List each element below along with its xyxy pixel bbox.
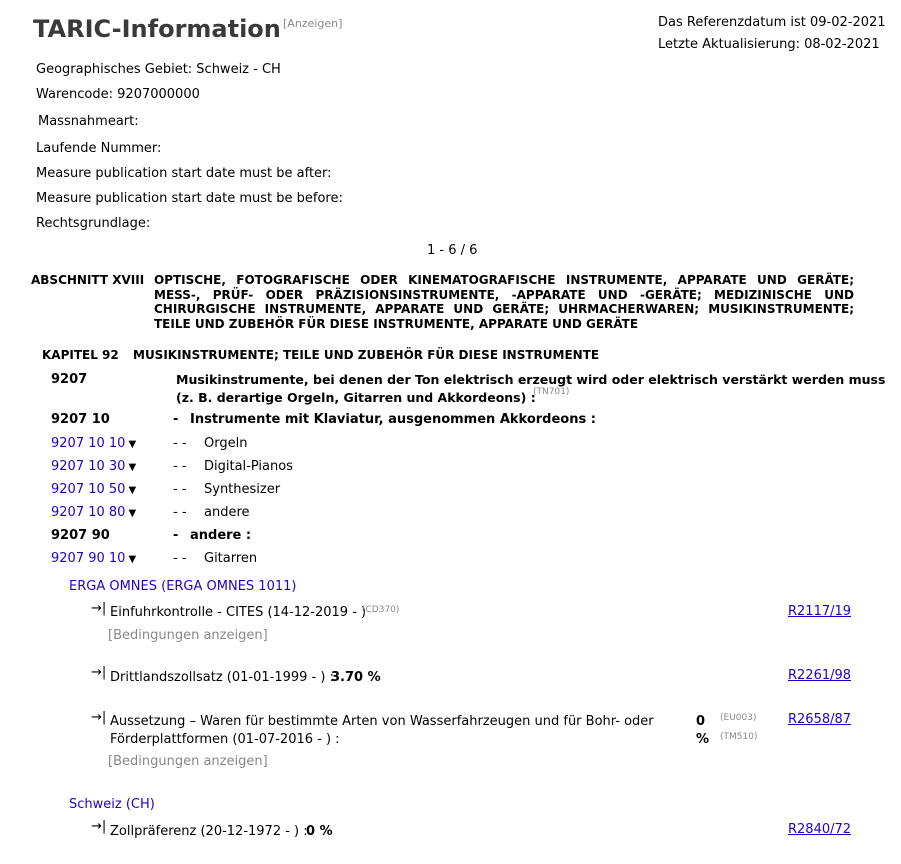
measure-duty-percent: %	[696, 732, 710, 747]
pub-after: Measure publication start date must be after:	[36, 166, 332, 181]
row-text: andere :	[190, 528, 252, 543]
warencode: Warencode: 9207000000	[36, 87, 200, 102]
row-dash: - -	[173, 436, 187, 451]
section-line-4: TEILE UND ZUBEHÖR FÜR DIESE INSTRUMENTE, APPARATE UND GERÄTE	[154, 316, 639, 331]
measure-duty-number: 0	[696, 714, 706, 729]
section-label: ABSCHNITT XVIII	[31, 273, 145, 287]
section-line-2: MESS-, PRÜF- ODER PRÄZISIONSINSTRUMENTE, -APPARATE UND -GERÄTE; MEDIZINISCHE UND	[154, 287, 854, 302]
heading-line-2: (z. B. derartige Orgeln, Gitarren und Akkordeons) :	[176, 390, 536, 405]
reference-date: Das Referenzdatum ist 09-02-2021	[658, 15, 886, 30]
row-text: Instrumente mit Klaviatur, ausgenommen Akkordeons :	[190, 412, 596, 427]
group-erga-omnes[interactable]: ERGA OMNES (ERGA OMNES 1011)	[69, 579, 297, 594]
arrow-icon: →|	[91, 819, 107, 834]
row-text: Gitarren	[204, 551, 258, 566]
measure-duty: 0 %	[306, 824, 333, 839]
heading-code: 9207	[51, 372, 88, 387]
row-dash: -	[173, 528, 179, 543]
show-link[interactable]: [Anzeigen]	[283, 17, 343, 30]
row-dash: - -	[173, 505, 187, 520]
row-code-link[interactable]	[51, 459, 136, 474]
row-code[interactable]: 9207 10 50	[51, 482, 126, 497]
chapter-label: KAPITEL 92	[42, 348, 119, 362]
row-text: Digital-Pianos	[204, 459, 293, 474]
section-line-3: CHIRURGISCHE INSTRUMENTE, APPARATE UND GERÄTE; UHRMACHERWAREN; MUSIKINSTRUMENTE;	[154, 302, 854, 316]
row-code[interactable]: 9207 10 80	[51, 505, 126, 520]
measure-text-line-2: Förderplattformen (01-07-2016 - ) :	[110, 732, 340, 747]
measure-duty: 3.70 %	[331, 670, 381, 685]
triangle-down-icon[interactable]: ▼	[128, 554, 137, 565]
triangle-down-icon[interactable]: ▼	[128, 508, 137, 519]
massnahmeart: Massnahmeart:	[38, 114, 139, 129]
page-title: TARIC-Information	[33, 15, 281, 43]
chapter-text: MUSIKINSTRUMENTE; TEILE UND ZUBEHÖR FÜR DIESE INSTRUMENTE	[133, 348, 600, 362]
heading-line-1: Musikinstrumente, bei denen der Ton elektrisch erzeugt wird oder elektrisch verstärkt werden muss	[176, 372, 886, 387]
row-code[interactable]: 9207 10 10	[51, 436, 126, 451]
measure-footnote[interactable]: (TM510)	[720, 732, 758, 742]
last-update: Letzte Aktualisierung: 08-02-2021	[658, 37, 880, 52]
triangle-down-icon[interactable]: ▼	[128, 462, 137, 473]
measure-text: Zollpräferenz (20-12-1972 - ) :	[110, 824, 308, 839]
conditions-link[interactable]: [Bedingungen anzeigen]	[108, 628, 268, 643]
row-text: Orgeln	[204, 436, 248, 451]
arrow-icon: →|	[91, 601, 107, 616]
geo-area: Geographisches Gebiet: Schweiz - CH	[36, 62, 281, 77]
row-dash: - -	[173, 459, 187, 474]
triangle-down-icon[interactable]: ▼	[128, 485, 137, 496]
heading-footnote[interactable]: (TN701)	[533, 387, 570, 397]
regulation-link[interactable]: R2117/19	[788, 604, 852, 619]
row-text: Synthesizer	[204, 482, 281, 497]
regulation-link[interactable]: R2658/87	[788, 712, 852, 727]
rechtsgrundlage: Rechtsgrundlage:	[36, 216, 151, 231]
row-code: 9207 90	[51, 528, 110, 543]
conditions-link[interactable]: [Bedingungen anzeigen]	[108, 754, 268, 769]
measure-footnote[interactable]: (EU003)	[720, 713, 757, 723]
section-line-1: OPTISCHE, FOTOGRAFISCHE ODER KINEMATOGRAFISCHE INSTRUMENTE, APPARATE UND GERÄTE;	[154, 273, 854, 287]
row-code-link[interactable]	[51, 505, 136, 520]
row-dash: -	[173, 412, 179, 427]
row-text: andere	[204, 505, 250, 520]
pagination: 1 - 6 / 6	[427, 243, 478, 258]
row-code[interactable]: 9207 10 30	[51, 459, 126, 474]
row-dash: - -	[173, 551, 187, 566]
measure-footnote[interactable]: (CD370)	[362, 605, 400, 615]
row-code: 9207 10	[51, 412, 110, 427]
measure-text: Drittlandszollsatz (01-01-1999 - ) :	[110, 670, 334, 685]
row-code[interactable]: 9207 90 10	[51, 551, 126, 566]
regulation-link[interactable]: R2840/72	[788, 822, 852, 837]
regulation-link[interactable]: R2261/98	[788, 668, 852, 683]
triangle-down-icon[interactable]: ▼	[128, 439, 137, 450]
group-schweiz[interactable]: Schweiz (CH)	[69, 797, 155, 812]
row-code-link[interactable]	[51, 551, 136, 566]
section-text	[154, 273, 854, 331]
pub-before: Measure publication start date must be before:	[36, 191, 343, 206]
laufende-nummer: Laufende Nummer:	[36, 141, 162, 156]
measure-text-line-1: Aussetzung – Waren für bestimmte Arten von Wasserfahrzeugen und für Bohr- oder	[110, 714, 654, 729]
row-dash: - -	[173, 482, 187, 497]
arrow-icon: →|	[91, 665, 107, 680]
arrow-icon: →|	[91, 710, 107, 725]
row-code-link[interactable]	[51, 482, 136, 497]
row-code-link[interactable]	[51, 436, 136, 451]
measure-text: Einfuhrkontrolle - CITES (14-12-2019 - )	[110, 605, 367, 620]
